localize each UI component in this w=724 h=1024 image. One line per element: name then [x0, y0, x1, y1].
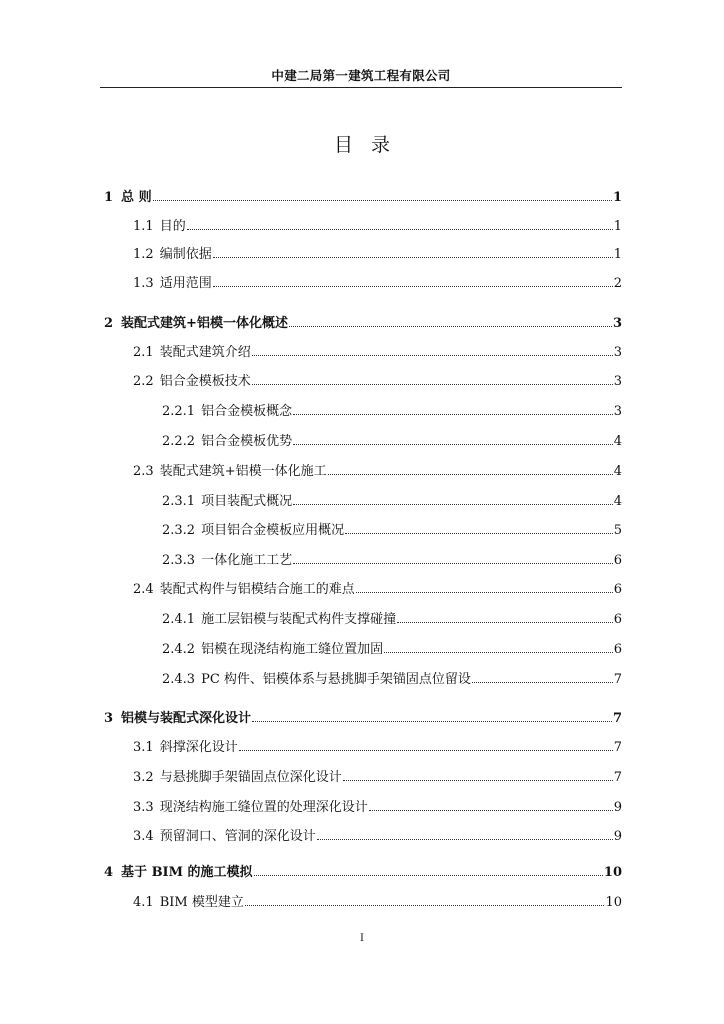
toc-entry-page: 3 — [613, 374, 622, 389]
toc-entry-number: 2.2.1 — [162, 404, 196, 419]
toc-entry[interactable] — [104, 186, 622, 204]
toc-dot-leader — [293, 562, 613, 564]
toc-entry-page: 10 — [603, 865, 622, 880]
toc-dot-leader — [239, 749, 613, 751]
toc-entry-number: 3.1 — [133, 740, 154, 755]
toc-entry-page: 7 — [613, 672, 622, 687]
toc-entry-number: 2.1 — [133, 345, 154, 360]
toc-dot-leader — [397, 621, 613, 623]
toc-entry-number: 1 — [104, 190, 114, 205]
toc-entry[interactable] — [133, 272, 622, 290]
toc-entry-page: 10 — [605, 895, 622, 910]
toc-dot-leader — [252, 354, 613, 356]
toc-entry-page: 4 — [613, 494, 622, 509]
toc-entry-number: 4.1 — [133, 895, 154, 910]
toc-entry-label: 现浇结构施工缝位置的处理深化设计 — [159, 800, 368, 815]
toc-entry[interactable] — [104, 707, 622, 725]
toc-entry-label: 铝合金模板技术 — [159, 374, 251, 389]
toc-entry-label: 编制依据 — [159, 247, 212, 262]
toc-entry-label: 铝合金模板优势 — [201, 434, 293, 449]
toc-entry-label: 装配式建筑+铝模一体化概述 — [121, 316, 288, 331]
toc-dot-leader — [187, 228, 613, 230]
toc-entry[interactable] — [162, 638, 622, 656]
toc-entry-label: 铝模在现浇结构施工缝位置加固 — [201, 642, 384, 657]
toc-entry-page: 6 — [613, 582, 622, 597]
footer-page-number: I — [360, 933, 364, 944]
toc-entry-page: 6 — [613, 553, 622, 568]
toc-entry-number: 3.3 — [133, 800, 154, 815]
toc-dot-leader — [245, 904, 605, 906]
toc-entry[interactable] — [133, 891, 622, 909]
toc-entry[interactable] — [133, 460, 622, 478]
toc-entry[interactable] — [162, 608, 622, 626]
toc-entry-label: 项目装配式概况 — [201, 494, 293, 509]
toc-entry[interactable] — [162, 519, 622, 537]
toc-dot-leader — [384, 651, 613, 653]
toc-entry-number: 2.3.3 — [162, 553, 196, 568]
toc-entry-number: 1.2 — [133, 247, 154, 262]
toc-entry-page: 4 — [613, 434, 622, 449]
toc-entry-page: 2 — [613, 276, 622, 291]
toc-entry[interactable] — [162, 490, 622, 508]
toc-entry[interactable] — [104, 312, 622, 330]
toc-entry-page: 3 — [612, 316, 622, 331]
toc-entry-label: 铝合金模板概念 — [201, 404, 293, 419]
toc-entry-number: 2.3.1 — [162, 494, 196, 509]
toc-entry[interactable] — [133, 341, 622, 359]
toc-dot-leader — [356, 591, 613, 593]
toc-title: 目录 — [333, 134, 408, 156]
toc-dot-leader — [213, 256, 613, 258]
toc-entry[interactable] — [133, 370, 622, 388]
toc-entry-label: BIM 模型建立 — [159, 895, 244, 910]
toc-entry-page: 6 — [613, 642, 622, 657]
document-header: 中建二局第一建筑工程有限公司 — [271, 68, 451, 83]
toc-entry-number: 3.2 — [133, 770, 154, 785]
toc-entry-label: PC 构件、铝模体系与悬挑脚手架锚固点位留设 — [201, 672, 471, 687]
toc-entry-number: 1.3 — [133, 276, 154, 291]
toc-entry-label: 总 则 — [121, 190, 152, 205]
toc-dot-leader — [317, 838, 613, 840]
toc-entry-page: 7 — [612, 711, 622, 726]
toc-entry-number: 2.4.2 — [162, 642, 196, 657]
toc-entry-label: 项目铝合金模板应用概况 — [201, 523, 345, 538]
toc-entry[interactable] — [162, 549, 622, 567]
toc-dot-leader — [369, 809, 613, 811]
toc-dot-leader — [293, 443, 613, 445]
toc-entry-number: 3.4 — [133, 829, 154, 844]
toc-entry-label: 目的 — [159, 219, 186, 234]
toc-entry-number: 2 — [104, 316, 114, 331]
toc-entry-label: 施工层铝模与装配式构件支撑碰撞 — [201, 612, 397, 627]
toc-entry-label: 铝模与装配式深化设计 — [121, 711, 252, 726]
toc-entry-label: 斜撑深化设计 — [159, 740, 238, 755]
toc-entry-page: 1 — [612, 190, 622, 205]
toc-entry-label: 适用范围 — [159, 276, 212, 291]
toc-dot-leader — [345, 532, 613, 534]
toc-entry-page: 1 — [613, 219, 622, 234]
toc-entry-label: 基于 BIM 的施工模拟 — [121, 865, 253, 880]
toc-entry-page: 6 — [613, 612, 622, 627]
toc-dot-leader — [153, 199, 612, 201]
toc-entry[interactable] — [162, 430, 622, 448]
toc-entry-page: 5 — [613, 523, 622, 538]
toc-entry-label: 装配式建筑+铝模一体化施工 — [159, 464, 327, 479]
toc-entry-label: 与悬挑脚手架锚固点位深化设计 — [159, 770, 342, 785]
toc-entry-label: 装配式建筑介绍 — [159, 345, 251, 360]
toc-entry-page: 9 — [613, 800, 622, 815]
toc-entry-page: 3 — [613, 404, 622, 419]
toc-dot-leader — [252, 720, 612, 722]
toc-entry-number: 1.1 — [133, 219, 154, 234]
toc-dot-leader — [252, 383, 613, 385]
toc-entry-number: 2.4 — [133, 582, 154, 597]
toc-entry-page: 1 — [613, 247, 622, 262]
toc-entry-page: 7 — [613, 740, 622, 755]
toc-dot-leader — [213, 285, 613, 287]
toc-entry-number: 2.3.2 — [162, 523, 196, 538]
toc-entry[interactable] — [133, 578, 622, 596]
toc-entry-label: 一体化施工工艺 — [201, 553, 293, 568]
toc-dot-leader — [343, 779, 613, 781]
toc-dot-leader — [293, 413, 613, 415]
toc-dot-leader — [328, 473, 613, 475]
toc-entry[interactable] — [133, 243, 622, 261]
toc-entry-label: 装配式构件与铝模结合施工的难点 — [159, 582, 355, 597]
toc-entry-number: 4 — [104, 865, 114, 880]
toc-entry-page: 3 — [613, 345, 622, 360]
toc-entry[interactable] — [133, 796, 622, 814]
toc-entry-number: 2.4.1 — [162, 612, 196, 627]
toc-entry[interactable] — [133, 766, 622, 784]
toc-entry-label: 预留洞口、管洞的深化设计 — [159, 829, 316, 844]
toc-entry[interactable] — [133, 215, 622, 233]
toc-entry-number: 3 — [104, 711, 114, 726]
toc-entry-number: 2.2 — [133, 374, 154, 389]
toc-entry[interactable] — [133, 825, 622, 843]
toc-dot-leader — [293, 503, 613, 505]
toc-dot-leader — [472, 681, 613, 683]
toc-dot-leader — [254, 874, 603, 876]
toc-entry-number: 2.3 — [133, 464, 154, 479]
toc-entry[interactable] — [162, 400, 622, 418]
toc-entry-page: 4 — [613, 464, 622, 479]
toc-entry[interactable] — [104, 861, 622, 879]
toc-entry[interactable] — [162, 668, 622, 686]
toc-dot-leader — [289, 325, 612, 327]
toc-entry[interactable] — [133, 736, 622, 754]
toc-entry-page: 7 — [613, 770, 622, 785]
toc-entry-number: 2.4.3 — [162, 672, 196, 687]
toc-entry-number: 2.2.2 — [162, 434, 196, 449]
toc-entry-page: 9 — [613, 829, 622, 844]
